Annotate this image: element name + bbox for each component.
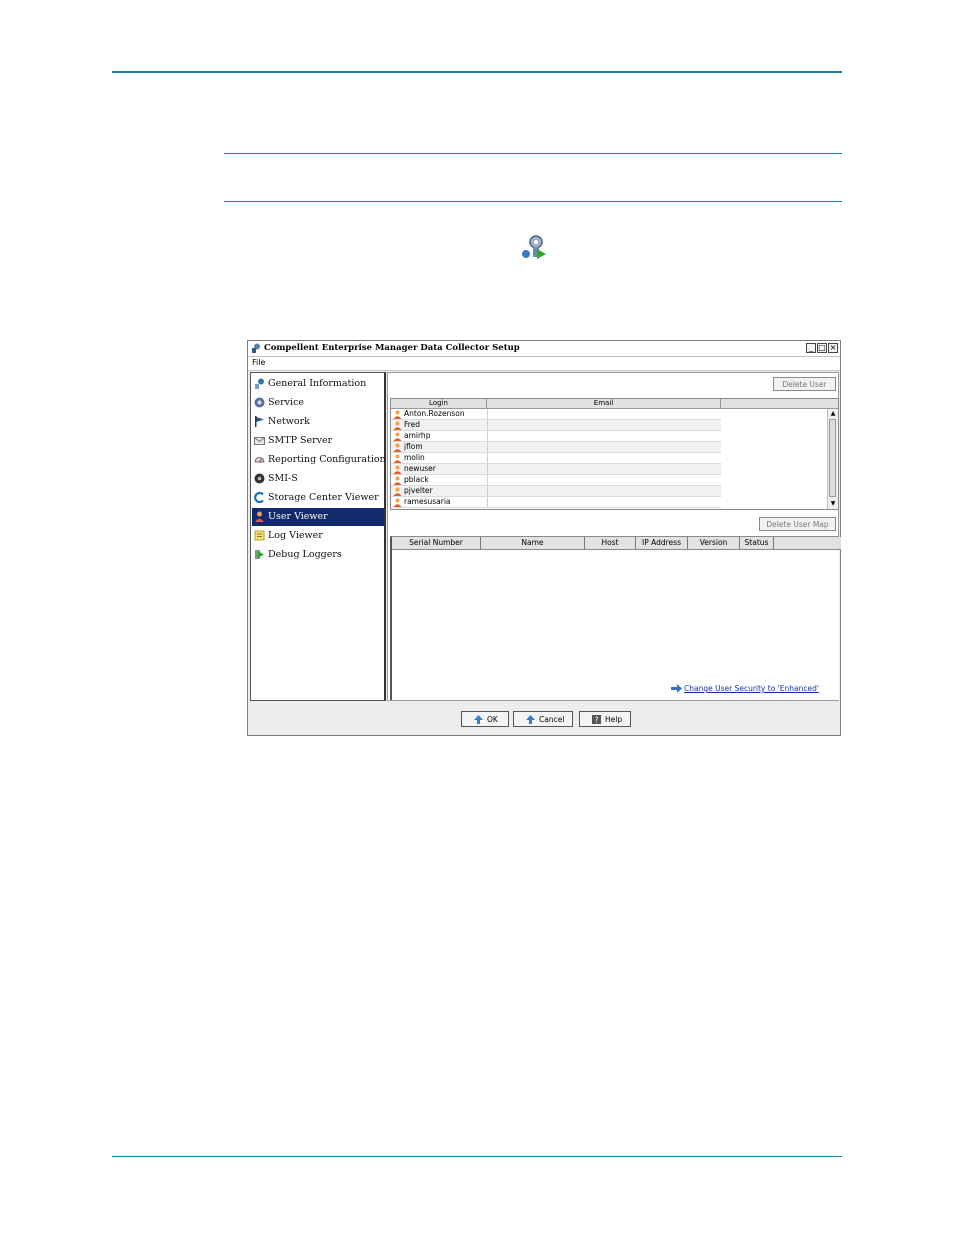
column-header-serial-number[interactable]: Serial Number bbox=[392, 537, 481, 549]
table-row[interactable] bbox=[391, 475, 721, 486]
disc-icon bbox=[254, 473, 265, 484]
mail-icon bbox=[254, 435, 265, 446]
user-table-body bbox=[391, 409, 838, 509]
sidebar-item-service[interactable] bbox=[252, 394, 384, 412]
column-header-email[interactable]: Email bbox=[487, 399, 721, 408]
user-map-table bbox=[390, 536, 839, 700]
email-cell bbox=[487, 475, 722, 485]
ok-label: OK bbox=[487, 715, 498, 724]
cancel-button[interactable] bbox=[513, 711, 573, 727]
table-row[interactable] bbox=[391, 420, 721, 431]
section-rule-bottom bbox=[224, 201, 842, 202]
close-button[interactable]: × bbox=[829, 343, 837, 352]
user-icon bbox=[393, 476, 402, 485]
help-icon bbox=[592, 715, 601, 724]
section-rule-top bbox=[224, 153, 842, 154]
sidebar-item-label: Storage Center Viewer bbox=[268, 492, 379, 503]
login-cell: pjvelter bbox=[404, 486, 433, 495]
header-rule bbox=[112, 71, 842, 73]
menu-bar bbox=[248, 357, 840, 371]
ok-button[interactable] bbox=[461, 711, 509, 727]
login-cell: newuser bbox=[404, 464, 436, 473]
user-icon bbox=[393, 498, 402, 507]
column-header-version[interactable]: Version bbox=[688, 537, 740, 549]
sidebar-item-reporting-configuration[interactable] bbox=[252, 451, 384, 469]
table-row[interactable] bbox=[391, 464, 721, 475]
run-icon bbox=[254, 549, 265, 560]
email-cell bbox=[487, 453, 722, 463]
user-icon bbox=[393, 454, 402, 463]
sidebar-item-label: Log Viewer bbox=[268, 530, 323, 541]
login-cell: Fred bbox=[404, 420, 421, 429]
email-cell bbox=[487, 431, 722, 441]
data-collector-setup-icon bbox=[519, 233, 547, 261]
title-bar bbox=[248, 341, 840, 357]
flag-icon bbox=[254, 416, 265, 427]
scroll-up-icon[interactable]: ▲ bbox=[830, 410, 836, 417]
arrow-right-icon bbox=[671, 684, 682, 693]
sidebar-item-smtp-server[interactable] bbox=[252, 432, 384, 450]
user-icon bbox=[393, 443, 402, 452]
arrow-up-icon bbox=[474, 715, 483, 724]
sidebar-item-label: SMI-S bbox=[268, 473, 298, 484]
sidebar-item-label: Debug Loggers bbox=[268, 549, 342, 560]
user-icon bbox=[393, 465, 402, 474]
sidebar-item-network[interactable] bbox=[252, 413, 384, 431]
sidebar-item-log-viewer[interactable] bbox=[252, 527, 384, 545]
email-cell bbox=[487, 442, 722, 452]
table-row[interactable] bbox=[391, 431, 721, 442]
setup-window bbox=[247, 340, 841, 736]
sidebar-item-label: Network bbox=[268, 416, 310, 427]
login-cell: amirhp bbox=[404, 431, 431, 440]
svg-text:?: ? bbox=[594, 715, 599, 724]
change-security-link[interactable]: Change User Security to 'Enhanced' bbox=[684, 684, 819, 693]
login-cell: Anton.Rozenson bbox=[404, 409, 465, 418]
user-icon bbox=[393, 410, 402, 419]
email-cell bbox=[487, 464, 722, 474]
table-row[interactable] bbox=[391, 409, 721, 420]
info-icon bbox=[254, 378, 265, 389]
app-icon bbox=[251, 343, 261, 353]
footer-rule bbox=[112, 1156, 842, 1157]
sidebar bbox=[250, 372, 386, 701]
menu-file[interactable]: File bbox=[252, 358, 266, 367]
user-map-table-header bbox=[392, 537, 841, 550]
window-title: Compellent Enterprise Manager Data Collector Setup bbox=[264, 343, 520, 353]
sidebar-item-debug-loggers[interactable] bbox=[252, 546, 384, 564]
column-header-status[interactable]: Status bbox=[740, 537, 774, 549]
scrollbar-thumb[interactable] bbox=[829, 419, 836, 497]
delete-user-button[interactable]: Delete User bbox=[773, 377, 836, 391]
login-cell: ramesusaria bbox=[404, 497, 451, 506]
login-cell: jflom bbox=[404, 442, 423, 451]
minimize-button[interactable]: _ bbox=[806, 343, 816, 353]
help-label: Help bbox=[605, 715, 623, 724]
email-cell bbox=[487, 486, 722, 496]
sidebar-item-label: User Viewer bbox=[268, 511, 328, 522]
user-viewer-panel bbox=[387, 372, 839, 701]
email-cell bbox=[487, 497, 722, 507]
login-cell: pblack bbox=[404, 475, 429, 484]
user-icon bbox=[393, 421, 402, 430]
column-header-name[interactable]: Name bbox=[481, 537, 585, 549]
column-header-ip-address[interactable]: IP Address bbox=[636, 537, 688, 549]
user-icon bbox=[393, 487, 402, 496]
table-row[interactable] bbox=[391, 442, 721, 453]
user-icon bbox=[393, 432, 402, 441]
delete-user-map-button[interactable]: Delete User Map bbox=[759, 517, 836, 531]
gear-icon bbox=[254, 397, 265, 408]
scroll-down-icon[interactable]: ▼ bbox=[830, 500, 836, 507]
sidebar-item-label: Reporting Configuration bbox=[268, 454, 386, 465]
column-header-host[interactable]: Host bbox=[585, 537, 636, 549]
user-table bbox=[390, 398, 839, 510]
table-row[interactable] bbox=[391, 453, 721, 464]
column-header-login[interactable]: Login bbox=[391, 399, 487, 408]
sidebar-item-smi-s[interactable] bbox=[252, 470, 384, 488]
email-cell bbox=[487, 420, 722, 430]
table-row[interactable] bbox=[391, 486, 721, 497]
sidebar-item-general-information[interactable] bbox=[252, 375, 384, 393]
note-icon bbox=[254, 530, 265, 541]
cancel-label: Cancel bbox=[539, 715, 565, 724]
compellent-icon bbox=[254, 492, 265, 503]
help-button[interactable] bbox=[579, 711, 631, 727]
maximize-button[interactable]: □ bbox=[818, 343, 826, 352]
user-icon bbox=[254, 511, 265, 522]
sidebar-item-label: Service bbox=[268, 397, 305, 408]
email-cell bbox=[487, 409, 722, 419]
sidebar-item-user-viewer[interactable] bbox=[252, 508, 384, 526]
sidebar-item-storage-center-viewer[interactable] bbox=[252, 489, 384, 507]
user-table-scrollbar[interactable] bbox=[827, 409, 838, 509]
sidebar-item-label: General Information bbox=[268, 378, 367, 389]
user-table-header bbox=[391, 399, 838, 409]
login-cell: molin bbox=[404, 453, 425, 462]
sidebar-item-label: SMTP Server bbox=[268, 435, 333, 446]
gauge-icon bbox=[254, 454, 265, 465]
table-row[interactable] bbox=[391, 497, 721, 508]
arrow-up-icon bbox=[526, 715, 535, 724]
